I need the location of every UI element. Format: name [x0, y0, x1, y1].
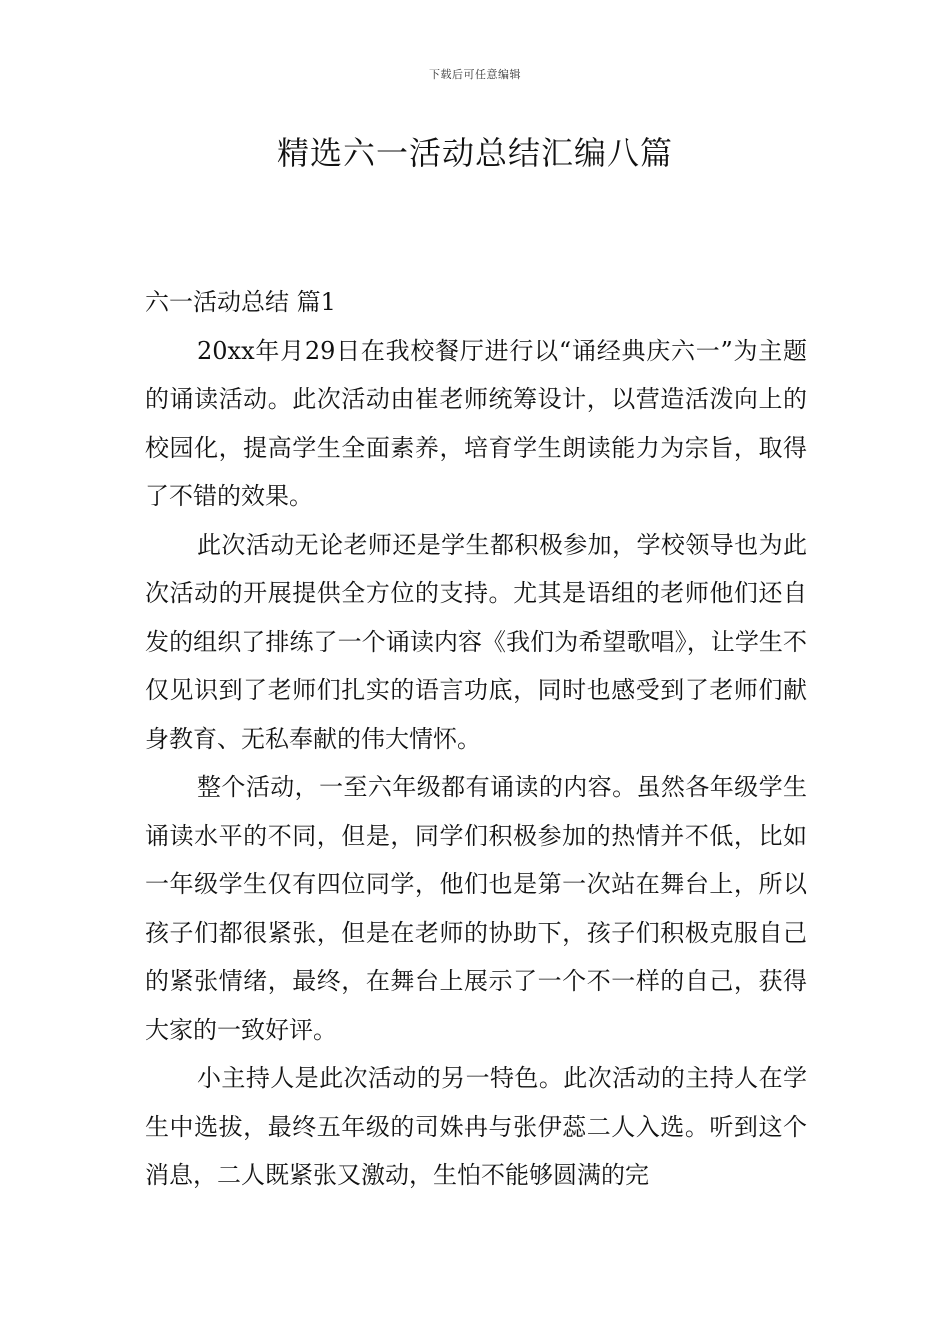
document-title: 精选六一活动总结汇编八篇	[276, 134, 673, 172]
section-heading: 六一活动总结 篇1	[145, 288, 336, 316]
header-note: 下载后可任意编辑	[429, 68, 521, 81]
document-body	[145, 278, 807, 1200]
paragraph-3: 整个活动，一至六年级都有诵读的内容。虽然各年级学生诵读水平的不同，但是，同学们积极参加的热情并不低，比如一年级学生仅有四位同学，他们也是第一次站在舞台上，所以孩子们都很紧张，但是在老师的协助下，孩子们积极克服自己的紧张情绪，最终，在舞台上展示了一个不一样的自己，获得大家的一致好评。	[145, 773, 807, 1044]
paragraph-1: 20xx年月29日在我校餐厅进行以“诵经典庆六一”为主题的诵读活动。此次活动由崔老师统筹设计，以营造活泼向上的校园化，提高学生全面素养，培育学生朗读能力为宗旨，取得了不错的效果。	[145, 336, 807, 510]
paragraph-4: 小主持人是此次活动的另一特色。此次活动的主持人在学生中选拔，最终五年级的司姝冉与张伊蕊二人入选。听到这个消息，二人既紧张又激动，生怕不能够圆满的完	[145, 1064, 807, 1189]
paragraph-2: 此次活动无论老师还是学生都积极参加，学校领导也为此次活动的开展提供全方位的支持。尤其是语组的老师他们还自发的组织了排练了一个诵读内容《我们为希望歌唱》，让学生不仅见识到了老师们扎实的语言功底，同时也感受到了老师们献身教育、无私奉献的伟大情怀。	[145, 530, 807, 753]
